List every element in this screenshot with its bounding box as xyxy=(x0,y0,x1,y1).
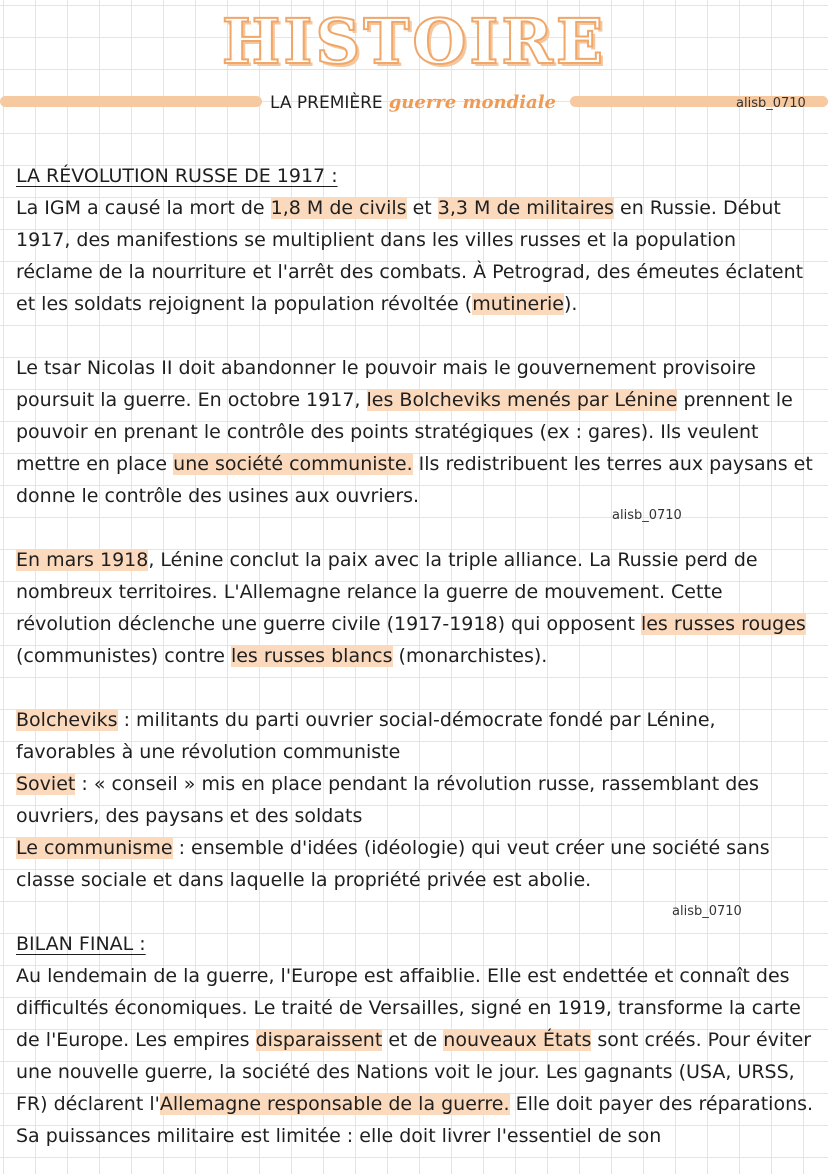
paragraph: En mars 1918, Lénine conclut la paix avec la triple alliance. La Russie perd de nombreux territoires. L'Allemagne relance la guerre de mouvement. Cette révolution déclenche une guerre civile (1917-1918) qui opposent les russes rouges (communistes) contre les russes blancs (monarchistes). xyxy=(16,549,806,667)
section-heading: LA RÉVOLUTION RUSSE DE 1917 : xyxy=(16,165,338,187)
paragraph: Le tsar Nicolas II doit abandonner le pouvoir mais le gouvernement provisoire poursuit la guerre. En octobre 1917, les Bolcheviks menés par Lénine prennent le pouvoir en prenant le contrôle des points stratégiques (ex : gares). Ils veulent mettre en place une société communiste. Ils redistribuent les terres aux paysans et donne le contrôle des usines aux ouvriers. xyxy=(16,357,813,507)
paragraph: La IGM a causé la mort de 1,8 M de civils et 3,3 M de militaires en Russie. Début 1917, des manifestions se multiplient dans les villes russes et la population réclame de la nourriture et l'arrêt des combats. À Petrograd, des émeutes éclatent et les soldats rejoignent la population révoltée (mutinerie). xyxy=(16,197,804,315)
section-heading: BILAN FINAL : xyxy=(16,933,146,955)
signature-header: alisb_0710 xyxy=(736,96,806,111)
title-rule-left xyxy=(0,96,262,107)
definition: Soviet : « conseil » mis en place pendant la révolution russe, rassemblant des ouvriers, des paysans et des soldats xyxy=(16,773,759,827)
highlight: les russes blancs xyxy=(230,645,393,667)
notes-body xyxy=(16,160,816,1152)
page-title: HISTOIRE xyxy=(221,5,607,78)
definition-term: Soviet xyxy=(16,773,76,795)
highlight: Allemagne responsable de la guerre. xyxy=(159,1093,510,1115)
definition-term: Bolcheviks xyxy=(16,709,118,731)
signature-watermark: alisb_0710 xyxy=(672,904,742,919)
highlight: mutinerie xyxy=(472,293,564,315)
paragraph: Au lendemain de la guerre, l'Europe est affaiblie. Elle est endettée et connaît des difficultés économiques. Le traité de Versailles, signé en 1919, transforme la carte de l'Europe. Les empires disparaissent et de nouveaux États sont créés. Pour éviter une nouvelle guerre, la société des Nations voit le jour. Les gagnants (USA, URSS, FR) déclarent l'Allemagne responsable de la guerre. Elle doit payer des réparations. Sa puissances militaire est limitée : elle doit livrer l'essentiel de son xyxy=(16,965,814,1147)
subtitle-prefix: LA PREMIÈRE xyxy=(270,93,383,113)
signature-watermark: alisb_0710 xyxy=(612,508,682,523)
highlight: une société communiste. xyxy=(173,453,413,475)
definition: Le communisme : ensemble d'idées (idéologie) qui veut créer une société sans classe sociale et dans laquelle la propriété privée est abolie. xyxy=(16,837,770,891)
highlight: nouveaux États xyxy=(443,1029,592,1051)
highlight: les Bolcheviks menés par Lénine xyxy=(366,389,678,411)
highlight: 1,8 M de civils xyxy=(270,197,407,219)
definition: Bolcheviks : militants du parti ouvrier social-démocrate fondé par Lénine, favorables à une révolution communiste xyxy=(16,709,716,763)
highlight: En mars 1918 xyxy=(16,549,149,571)
highlight: disparaissent xyxy=(255,1029,383,1051)
definition-term: Le communisme xyxy=(16,837,173,859)
highlight: 3,3 M de militaires xyxy=(437,197,614,219)
subtitle-script: guerre mondiale xyxy=(388,92,557,113)
subtitle xyxy=(270,88,570,118)
highlight: les russes rouges xyxy=(640,613,806,635)
